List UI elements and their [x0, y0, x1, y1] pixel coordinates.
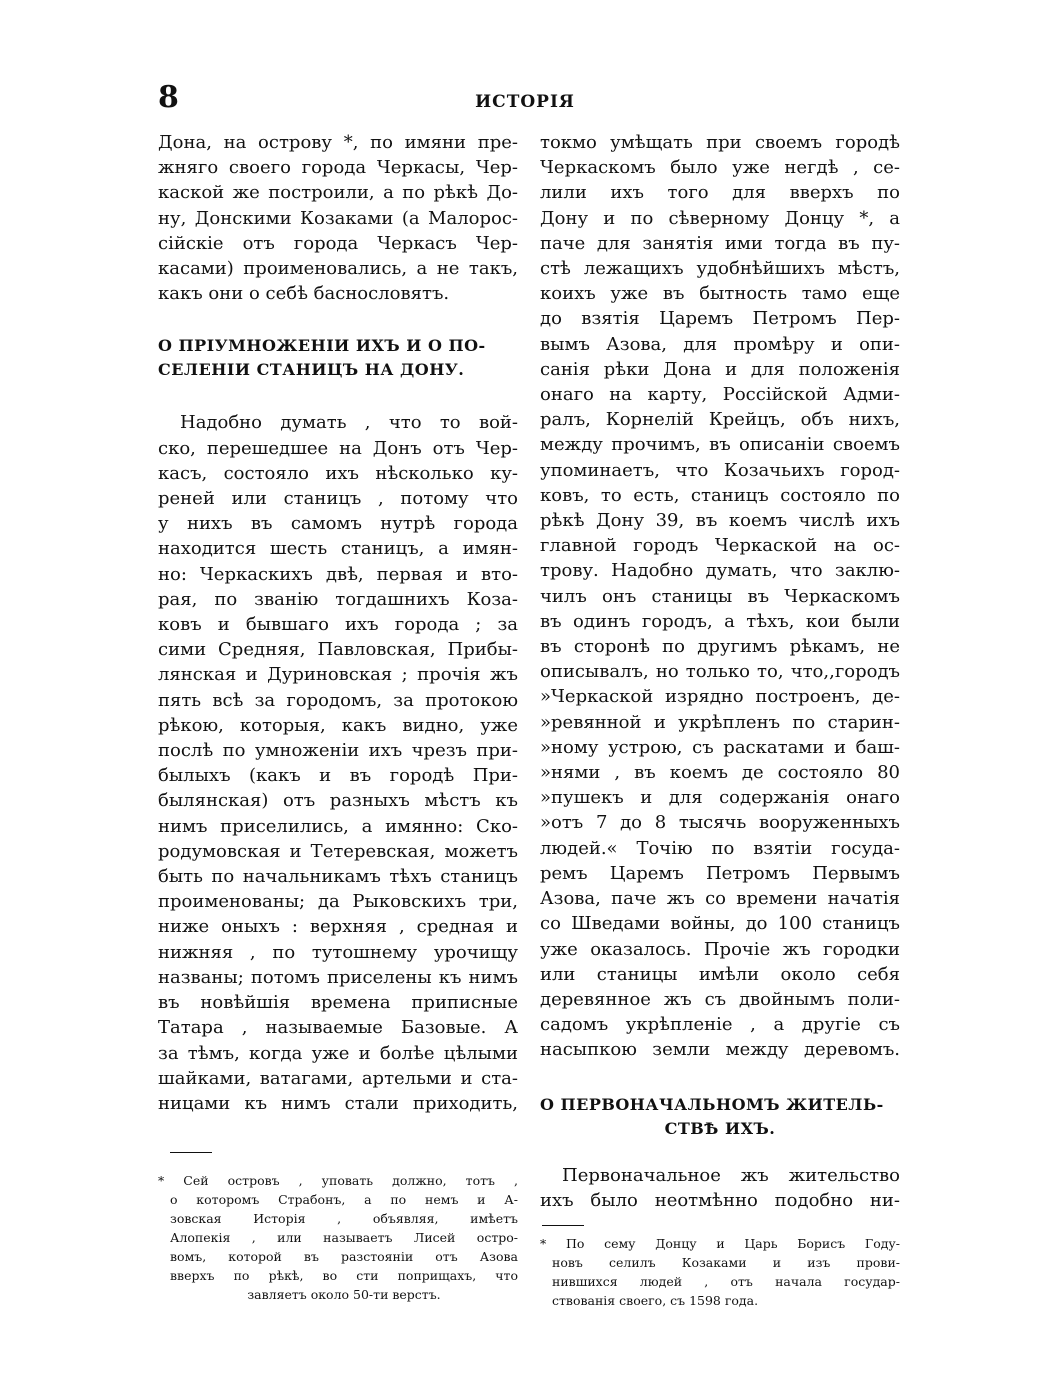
text-line: до взятія Царемъ Петромъ Пер-: [540, 308, 900, 330]
text-line: реней или станицъ , потому что: [158, 488, 518, 510]
text-line: находится шесть станицъ, а имян-: [158, 538, 518, 560]
running-title: ИСТОРІЯ: [475, 92, 575, 112]
text-line: главной городъ Черкаской на ос-: [540, 535, 900, 557]
left-footnote: [158, 1171, 518, 1304]
text-line: нимъ приселились, а имянно: Ско-: [158, 815, 518, 837]
text-line: »нями , въ коемъ де состояло 80: [540, 762, 900, 784]
text-line: въ сторонѣ по другимъ рѣкамъ, не: [540, 636, 900, 658]
text-line: касъ, состояло ихъ нѣсколько ку-: [158, 462, 518, 484]
text-line: »ному устрою, съ раскатами и баш-: [540, 736, 900, 758]
text-line: рѣкѣ Дону 39, въ коемъ числѣ ихъ: [540, 510, 900, 532]
text-line: сими Средняя, Павловская, Прибы-: [158, 639, 518, 661]
footnote-line: вверхъ по рѣкѣ, во сти поприщахъ, что: [170, 1268, 518, 1284]
text-line: шайками, ватагами, артельми и ста-: [158, 1067, 518, 1089]
text-line: Надобно думать , что то вой-: [180, 412, 518, 434]
footnote-line: новъ селилъ Козаками и изъ прови-: [552, 1254, 900, 1270]
right-paragraph-2: [540, 1163, 900, 1213]
right-column: [540, 130, 900, 1310]
text-line: касами) проименовались, а не такъ,: [158, 258, 518, 280]
heading-line: СЕЛЕНІИ СТАНИЦЪ НА ДОНУ.: [158, 360, 465, 380]
text-line: насыпкою земли между деревомъ.: [540, 1039, 900, 1061]
text-line: трову. Надобно думать, что заклю-: [540, 560, 900, 582]
footnote-line: * По сему Донцу и Царь Борисъ Году-: [540, 1235, 900, 1251]
text-line: уже оказалось. Прочіе жъ городки: [540, 938, 900, 960]
heading-line: О ПЕРВОНАЧАЛЬНОМЪ ЖИТЕЛЬ-: [540, 1094, 884, 1114]
text-line: Черкаскомъ было уже негдѣ , се-: [540, 157, 900, 179]
text-line: рая, по званію тогдашнихъ Коза-: [158, 588, 518, 610]
text-line: чилъ онъ станицы въ Черкаскомъ: [540, 585, 900, 607]
text-line: лянская и Дуриновская ; прочія жъ: [158, 664, 518, 686]
text-line: токмо умѣщать при своемъ городѣ: [540, 132, 900, 153]
text-line: въ одинъ городъ, а тѣхъ, кои были: [540, 610, 900, 632]
text-line: быть по начальникамъ тѣхъ станицъ: [158, 866, 518, 888]
left-section-heading: [158, 334, 518, 382]
text-line: деревянное жъ съ двойнымъ поли-: [540, 988, 900, 1010]
text-line: »Черкаской изрядно построенъ, де-: [540, 686, 900, 708]
text-line: Дону и по сѣверному Донцу *, а: [540, 207, 900, 229]
text-line: со Шведами войны, до 100 станицъ: [540, 913, 900, 935]
left-paragraph-1: [158, 130, 518, 306]
text-line: ницами къ нимъ стали приходить,: [158, 1092, 518, 1114]
text-line: Азова, паче жъ со времени начатія: [540, 888, 900, 910]
text-line: Дона, на острову *, по имяни пре-: [158, 132, 518, 153]
footnote-line: завляетъ около 50-ти верстъ.: [247, 1287, 441, 1303]
footnote-line: зовская Исторія , объявляя, имѣетъ: [170, 1211, 518, 1227]
text-line: Первоначальное жъ жительство: [562, 1164, 900, 1186]
text-line: коихъ уже въ бытность тамо еще: [540, 283, 900, 305]
text-line: родумовская и Тетеревская, можетъ: [158, 840, 518, 862]
footnote-line: о которомъ Страбонъ, а по немъ и А-: [170, 1192, 518, 1208]
footnote-line: вомъ, которой въ разстояніи отъ Азова: [170, 1249, 518, 1265]
text-line: ралъ, Корнелій Крейцъ, объ нихъ,: [540, 409, 900, 431]
text-line: былыхъ (какъ и въ городѣ При-: [158, 765, 518, 787]
right-footnote: [540, 1234, 900, 1310]
text-line: Татара , называемые Базовые. А: [158, 1017, 518, 1039]
text-line: вымъ Азова, для промѣру и опи-: [540, 333, 900, 355]
text-line: жняго своего города Черкасы, Чер-: [158, 157, 518, 179]
text-line: нижняя , по тутошнему урочищу: [158, 941, 518, 963]
right-paragraph-1: [540, 130, 900, 1063]
footnote-line: нившихся людей , отъ начала государ-: [552, 1273, 900, 1289]
footnote-line: ствованія своего, съ 1598 года.: [552, 1292, 759, 1308]
text-line: послѣ по умноженіи ихъ чрезъ при-: [158, 740, 518, 762]
text-line: названы; потомъ приселены къ нимъ: [158, 966, 518, 988]
text-line: ковъ и бывшаго ихъ города ; за: [158, 614, 518, 636]
text-line: въ новѣйшія времена приписные: [158, 992, 518, 1014]
heading-line: О ПРІУМНОЖЕНІИ ИХЪ И О ПО-: [158, 336, 486, 356]
text-line: людей.« Точію по взятіи госуда-: [540, 837, 900, 859]
footnote-rule: [170, 1152, 212, 1153]
text-line: пять всѣ за городомъ, за протокою: [158, 689, 518, 711]
footnote-rule: [542, 1225, 584, 1226]
text-line: какъ они о себѣ баснословятъ.: [158, 283, 450, 305]
footnote-line: Алопекія , или называетъ Лисей остро-: [170, 1230, 518, 1246]
text-line: упоминаетъ, что Козачьихъ город-: [540, 459, 900, 481]
text-line: ну, Донскими Козаками (а Малорос-: [158, 207, 518, 229]
text-line: за тѣмъ, когда уже и болѣе цѣлыми: [158, 1042, 518, 1064]
text-line: садомъ укрѣпленіе , а другіе съ: [540, 1014, 900, 1036]
text-line: у нихъ въ самомъ нутрѣ города: [158, 513, 518, 535]
text-line: ско, перешедшее на Донъ отъ Чер-: [158, 437, 518, 459]
left-paragraph-2: [158, 410, 518, 1116]
left-column: [158, 130, 518, 1304]
footnote-line: * Сей островъ , уповать должно, тотъ ,: [158, 1173, 518, 1189]
text-line: рѣкою, которыя, какъ видно, уже: [158, 714, 518, 736]
heading-line: СТВѢ ИХЪ.: [664, 1118, 776, 1138]
text-line: »ревянной и укрѣпленъ по старин-: [540, 711, 900, 733]
page-number: 8: [158, 80, 179, 115]
text-line: проименованы; да Рыковскихъ три,: [158, 891, 518, 913]
text-line: сійскіе отъ города Черкасъ Чер-: [158, 232, 518, 254]
text-line: ковъ, то есть, станицъ состояло по: [540, 484, 900, 506]
text-line: »отъ 7 до 8 тысячь вооруженныхъ: [540, 812, 900, 834]
text-line: каской же построили, а по рѣкѣ До-: [158, 182, 518, 204]
text-line: ремъ Царемъ Петромъ Первымъ: [540, 862, 900, 884]
text-line: или станицы имѣли около себя: [540, 963, 900, 985]
text-line: паче для занятія ими тогда въ пу-: [540, 232, 900, 254]
text-line: но: Черкаскихъ двѣ, первая и вто-: [158, 563, 518, 585]
text-line: ниже оныхъ : верхняя , средная и: [158, 916, 518, 938]
text-line: между прочимъ, въ описаніи своемъ: [540, 434, 900, 456]
text-line: онаго на карту, Россійской Адми-: [540, 384, 900, 406]
text-line: былянская) отъ разныхъ мѣстъ къ: [158, 790, 518, 812]
text-line: ихъ было неотмѣнно подобно ни-: [540, 1189, 900, 1211]
text-line: санія рѣки Дона и для положенія: [540, 358, 900, 380]
text-line: описывалъ, но только то, что,,городъ: [540, 661, 900, 683]
text-line: стѣ лежащихъ удобнѣйшихъ мѣстъ,: [540, 258, 900, 280]
text-line: »пушекъ и для содержанія онаго: [540, 787, 900, 809]
text-line: лили ихъ того для вверхъ по: [540, 182, 900, 204]
right-section-heading: [540, 1093, 900, 1141]
